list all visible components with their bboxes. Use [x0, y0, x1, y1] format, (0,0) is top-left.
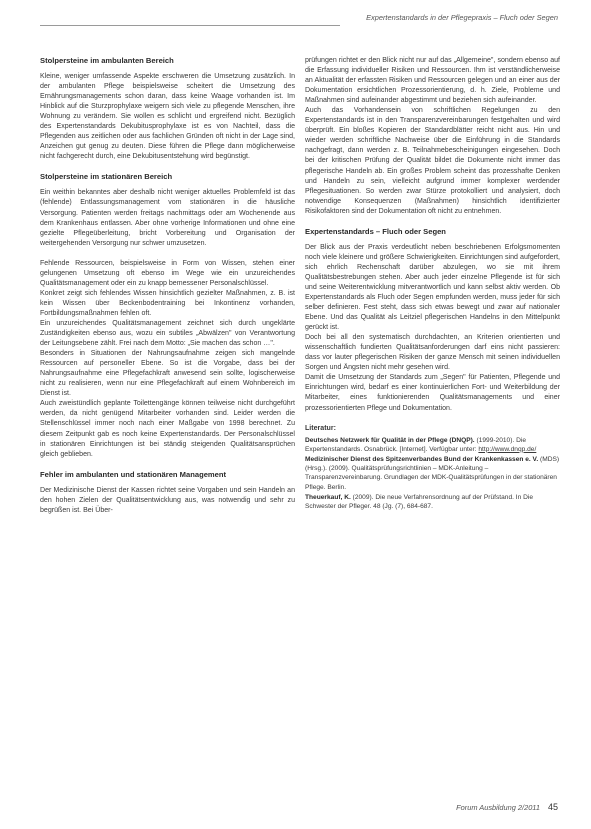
paragraph: Ein unzureichendes Qualitätsmanagement zeichnet sich durch ungeklärte Zuständigkeiten ebenso aus, wozu ein subtiles „Abwälzen" von Verantwortung der Leitungsebene zählt. Frei nach dem Motto: „Sie machen das schon …". [40, 319, 295, 348]
paragraph: Ein weithin bekanntes aber deshalb nicht weniger aktuelles Problemfeld ist das (fehlende) Entlassungsmanagement vom stationären in die häusliche Versorgung. Patienten werden freitags nachmittags oder am Wochenende aus dem Krankenhaus entlassen. Aber ohne vorherige Informationen und ohne eine gezielte Pflegeüberleitung, bricht Vorbereitung und Organisation der weitergehenden Versorgung nur schwer umzusetzen. [40, 189, 295, 247]
page-number: 45 [547, 802, 558, 812]
paragraph: Fehlende Ressourcen, beispielsweise in Form von Wissen, stehen einer gelungenen Umsetzung oft ebenso im Wege wie ein unzureichendes Qualitätsmanagement oder ein zu knapp bemessener Personalschlüssel. [40, 259, 295, 287]
literature-author: Theuerkauf, K. [305, 493, 351, 501]
literature-entry [305, 455, 560, 492]
paragraph: Damit die Umsetzung der Standards zum „Segen" für Patienten, Pflegende und Einrichtungen wird, bedarf es einer kontinuierlichen Fort- und Weiterbildung der Mitarbeiter, eines funktionierenden Qualitätsmanagements und einer prozessorientierten Pflege und Dokumentation. [305, 374, 560, 412]
literature-author: Deutsches Netzwerk für Qualität in der Pflege (DNQP). [305, 436, 475, 444]
literature-text: (MDS) (Hrsg.). (2009). Qualitätsprüfungsrichtlinien – MDK-Anleitung – Transparenzvereinbarung. Grundlagen der MDK-Qualitätsprüfungen in der stationären Pflege. Berlin. [305, 456, 560, 491]
journal-name: Forum Ausbildung 2/2011 [456, 803, 540, 812]
literature-link[interactable]: http://www.dnqp.de/ [478, 445, 537, 453]
paragraph: Besonders in Situationen der Nahrungsaufnahme zeigen sich mangelnde Ressourcen auf personeller Ebene. So ist die Vorgabe, dass bei der Nahrungsaufnahme eine Pflegefachkraft anwesend sein sollte, logischerweise nicht zu realisieren, wenn nur eine Pflegefachkraft auf einem Wohnbereich im Dienst ist. [40, 350, 295, 398]
literature-author: Medizinischer Dienst des Spitzenverbandes Bund der Krankenkassen e. V. [305, 456, 539, 463]
paragraph: Der Medizinische Dienst der Kassen richtet seine Vorgaben und sein Handeln an den hohen Zielen der Qualitätsentwicklung aus, was notwendig und sehr zu begrüßen ist. Bei Über- [40, 486, 295, 514]
literature-text: (2009). Die neue Verfahrensordnung auf der Prüfstand. In Die Schwester der Pfleger. 48 (Jg. (7), 684-687. [305, 493, 533, 511]
literature-entry [305, 493, 560, 511]
left-column [40, 56, 295, 526]
literature-entry [305, 436, 560, 454]
paragraph: Auch zweistündlich geplante Toilettengänge können teilweise nicht durchgeführt werden, da nicht genügend Mitarbeiter vorhanden sind. Leider werden die Stellenschlüssel immer noch nach einer Maßgabe von 1998 berechnet. Zu diesem Zeitpunkt gab es noch keine Expertenstandards. Der Personalschlüssel in stationären Einrichtungen ist bei ständig steigenden Qualitätsansprüchen gleich geblieben. [40, 400, 295, 458]
page-footer [456, 802, 558, 812]
paragraph: Konkret zeigt sich fehlendes Wissen hinsichtlich gezielter Maßnahmen, z. B. ist kein Wissen über Beckenbodentraining bei Inkontinenz vorhanden, Fortbildungsmaßnahmen fehlen oft. [40, 289, 295, 317]
literature-heading: Literatur: [305, 424, 336, 432]
section-heading: Expertenstandards – Fluch oder Segen [305, 226, 446, 236]
paragraph: Der Blick aus der Praxis verdeutlicht neben beschriebenen Erfolgsmomenten noch viele kleinere und größere Schwierigkeiten. Einrichtungen sind aufgefordert, sich ehrlich Rechenschaft darüber abzulegen, wo sie mit ihrem Qualitätsbestrebungen stehen. Aber auch jeder einzelne Pflegende ist für sich und seine Weiterentwicklung mitverantwortlich und kann selbst aktiv werden. Ob Expertenstandards als Fluch oder Segen empfunden werden, muss jeder für sich selber definieren. Fest steht, dass sich etwas bewegt und zwar auf nationaler Ebene. Und das Qualität als Leitziel pflegerischen Handelns in den Mittelpunkt gerückt ist. [305, 243, 560, 332]
right-column [305, 56, 560, 512]
running-head: Expertenstandards in der Pflegepraxis – Fluch oder Segen [366, 13, 558, 22]
paragraph: Auch das Vorhandensein von schriftlichen Regelungen zu den Expertenstandards ist in den Transparenzvereinbarungen festgehalten und wird überprüft. Ein bloßes Kopieren der Standardblätter reicht nicht aus. Hin und wieder werden schriftliche Nachweise über die Einführung in die Standards nachgefragt, dann werden z. B. Teilnahmebescheinigungen eingesehen. Doch bei der kritischen Prüfung der Qualität bildet die Dokumente nicht immer das pflegerische Handeln ab. Ein großes Problem scheint das prozesshafte Denken und Handeln zu sein, vielleicht aufgrund immer komplexer werdender Pflegesituationen. So werden zwar Stürze protokolliert und analysiert, doch notwendige Konsequenzen (Maßnahmen) hinsichtlich identifizierter Risikofaktoren sind der Dokumentation oft nicht zu entnehmen. [305, 107, 560, 215]
paragraph: Kleine, weniger umfassende Aspekte erschweren die Umsetzung zusätzlich. In der ambulanten Pflege beispielsweise scheitert die Umsetzung des Ernährungsmanagements schon daran, dass keine Waage vorhanden ist. Im Hinblick auf die Sturzprophylaxe weigern sich viele zu pflegende Menschen, ihre Wohnung zu verändern. Sie wollen es schlicht und ergreifend nicht. Bezüglich des Expertenstandards Dekubitusprophylaxe ist es von Nachteil, dass die Pflegenden aus zeitlichen oder aus fachlichen Gründen oft nicht in der Lage sind, Anzeichen gut genug zu deuten. Diese führen die Pflege dann möglicherweise nicht fachgerecht durch, eine Dekubitusentstehung wird begünstigt. [40, 73, 295, 161]
literature-text: (1999-2010). Die Expertenstandards. Osnabrück. [Internet]. Verfügbar unter: [305, 436, 526, 453]
section-heading: Stolpersteine im stationären Bereich [40, 172, 173, 182]
paragraph: prüfungen richtet er den Blick nicht nur auf das „Allgemeine", sondern ebenso auf die Erfassung individueller Risiken und Ressourcen. Ihm ist verständlicherweise an Aktualität der erfassten Risiken und Ressourcen gelegen und an einer aus der Dokumentation ersichtlichen Prozessorientierung, d. h. Ziele, Probleme und Maßnahmen sind aufeinander abgestimmt und beziehen sich aufeinander. [305, 57, 560, 105]
section-heading: Stolpersteine im ambulanten Bereich [40, 56, 174, 65]
header-rule [40, 25, 340, 26]
paragraph: Doch bei all den systematisch durchdachten, an Kriterien orientierten und wissenschaftlich fundierten Qualitätsanforderungen darf eins nicht passieren: dass vor lauter pflegerischen Risiken der ganze Mensch mit seinen individuellen Sorgen und Ängsten nicht mehr gesehen wird. [305, 334, 560, 372]
section-heading: Fehler im ambulanten und stationären Management [40, 469, 227, 479]
